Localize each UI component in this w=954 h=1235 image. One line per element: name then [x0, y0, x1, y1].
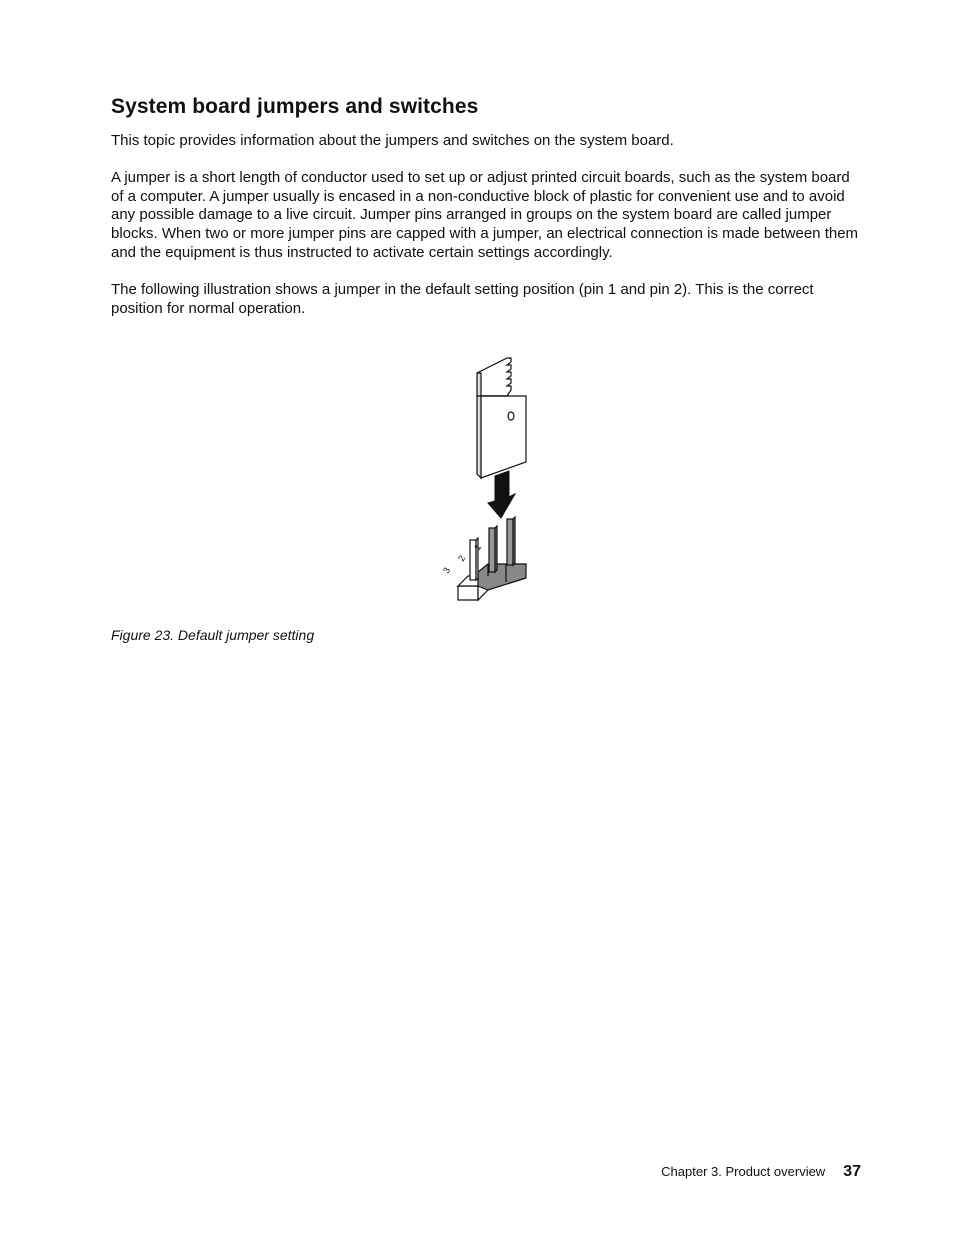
pin-label-1: 1 — [472, 542, 484, 552]
jumper-figure — [440, 352, 540, 612]
page-number: 37 — [843, 1163, 861, 1180]
footer-chapter: Chapter 3. Product overview — [661, 1164, 826, 1179]
figure-caption: Figure 23. Default jumper setting — [111, 627, 315, 643]
illustration-paragraph: The following illustration shows a jumper in the default setting position (pin 1 and pin 2). This is the correct position for normal operation. — [111, 281, 814, 317]
pin-label-2: 2 — [456, 553, 468, 563]
jumper-cap — [477, 358, 526, 478]
down-arrow-icon — [488, 471, 515, 518]
jumper-illustration — [440, 352, 540, 612]
definition-paragraph: A jumper is a short length of conductor used to set up or adjust printed circuit boards, such as the system board of a computer. A jumper usually is encased in a non-conductive block of plastic for convenient use and to avoid any possible damage to a live circuit. Jumper pins arranged in groups on the system board are called jumper blocks. When two or more jumper pins are capped with a jumper, an electrical connection is made between them and the equipment is thus instructed to activate certain settings accordingly. — [111, 169, 859, 261]
page-footer — [661, 1163, 861, 1181]
section-heading: System board jumpers and switches — [111, 95, 479, 118]
pin-label-3: 3 — [441, 565, 453, 575]
intro-paragraph: This topic provides information about the jumpers and switches on the system board. — [111, 132, 674, 149]
